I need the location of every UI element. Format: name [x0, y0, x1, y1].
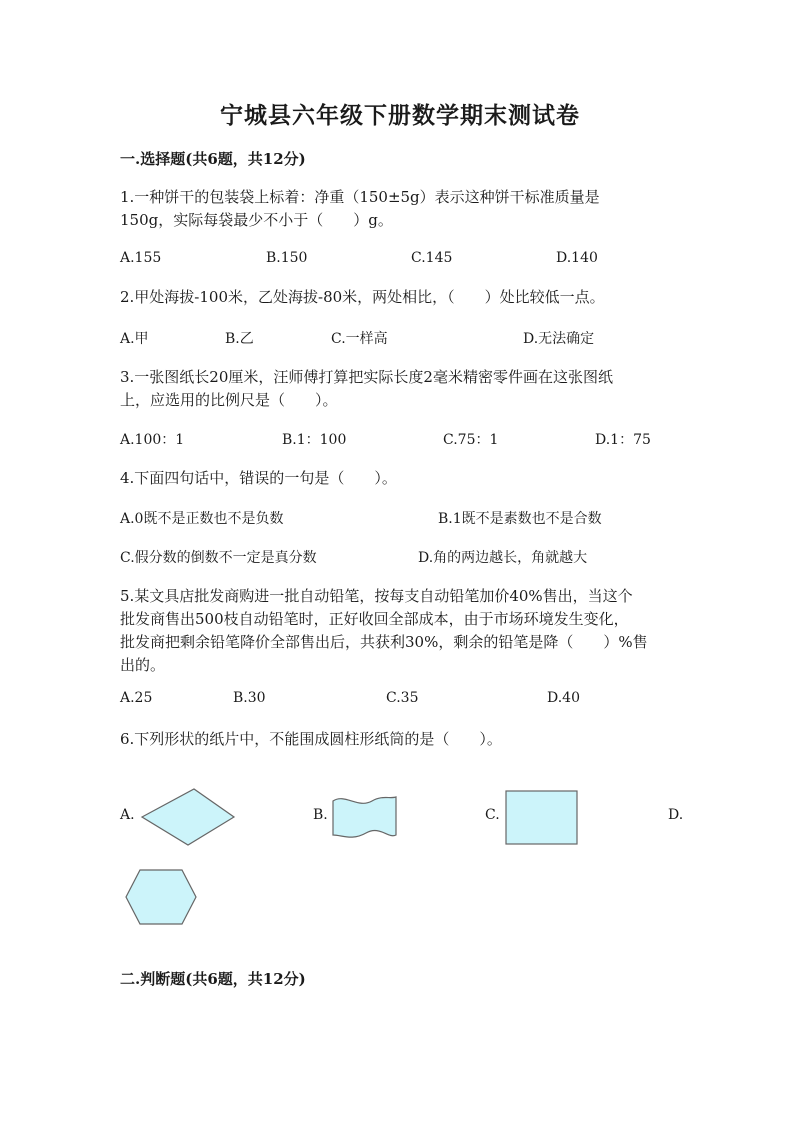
question-1 [120, 186, 600, 232]
q1-option-b: B.150 [266, 250, 308, 266]
q6-option-a-label: A. [120, 807, 135, 823]
rhombus-shape [140, 787, 236, 847]
q4-option-a: A.0既不是正数也不是负数 [120, 511, 284, 527]
hexagon-shape [124, 868, 198, 926]
question-6-line-1: 6.下列形状的纸片中，不能围成圆柱形纸筒的是（ ）。 [120, 730, 502, 748]
q3-option-b: B.1：100 [282, 432, 347, 448]
question-1-line-1: 1.一种饼干的包装袋上标着：净重（150±5g）表示这种饼干标准质量是 [120, 188, 600, 206]
q4-option-d: D.角的两边越长，角就越大 [418, 550, 588, 566]
q1-option-c: C.145 [411, 250, 453, 266]
q2-option-b: B.乙 [225, 331, 254, 347]
q2-option-c: C.一样高 [331, 331, 388, 347]
question-3-line-1: 3.一张图纸长20厘米，汪师傅打算把实际长度2毫米精密零件画在这张图纸 [120, 368, 613, 386]
q5-option-b: B.30 [233, 690, 266, 706]
q5-option-c: C.35 [386, 690, 419, 706]
question-2-line-1: 2.甲处海拔-100米，乙处海拔-80米，两处相比，（ ）处比较低一点。 [120, 288, 605, 306]
question-4 [120, 467, 397, 490]
q6-option-d-label: D. [668, 807, 684, 823]
q3-option-d: D.1：75 [595, 432, 651, 448]
question-3 [120, 366, 613, 412]
q6-option-b-label: B. [313, 807, 328, 823]
wavy-parallelogram-shape [330, 795, 400, 840]
q1-option-a: A.155 [120, 250, 162, 266]
q5-option-d: D.40 [547, 690, 580, 706]
question-2 [120, 286, 605, 309]
q6-option-c-label: C. [485, 807, 500, 823]
question-6 [120, 728, 502, 751]
question-5-line-4: 出的。 [120, 656, 166, 674]
question-5-line-3: 批发商把剩余铅笔降价全部售出后，共获利30%，剩余的铅笔是降（ ）%售 [120, 633, 648, 651]
page-title: 宁城县六年级下册数学期末测试卷 [220, 102, 580, 129]
q3-option-c: C.75：1 [443, 432, 499, 448]
question-3-line-2: 上，应选用的比例尺是（ ）。 [120, 391, 338, 409]
question-5-line-1: 5.某文具店批发商购进一批自动铅笔，按每支自动铅笔加价40%售出，当这个 [120, 587, 633, 605]
q5-option-a: A.25 [120, 690, 153, 706]
question-1-line-2: 150g，实际每袋最少不小于（ ）g。 [120, 211, 393, 229]
question-4-line-1: 4.下面四句话中，错误的一句是（ ）。 [120, 469, 397, 487]
q2-option-a: A.甲 [120, 331, 149, 347]
q4-option-c: C.假分数的倒数不一定是真分数 [120, 550, 317, 566]
section-heading-choice: 一.选择题(共6题，共12分) [120, 150, 306, 168]
question-5-line-2: 批发商售出500枝自动铅笔时，正好收回全部成本，由于市场环境发生变化， [120, 610, 629, 628]
q1-option-d: D.140 [556, 250, 598, 266]
rectangle-shape [505, 790, 578, 845]
q3-option-a: A.100：1 [120, 432, 185, 448]
q4-option-b: B.1既不是素数也不是合数 [438, 511, 602, 527]
section-heading-true-false: 二.判断题(共6题，共12分) [120, 970, 306, 988]
q2-option-d: D.无法确定 [523, 331, 595, 347]
question-5 [120, 585, 648, 677]
